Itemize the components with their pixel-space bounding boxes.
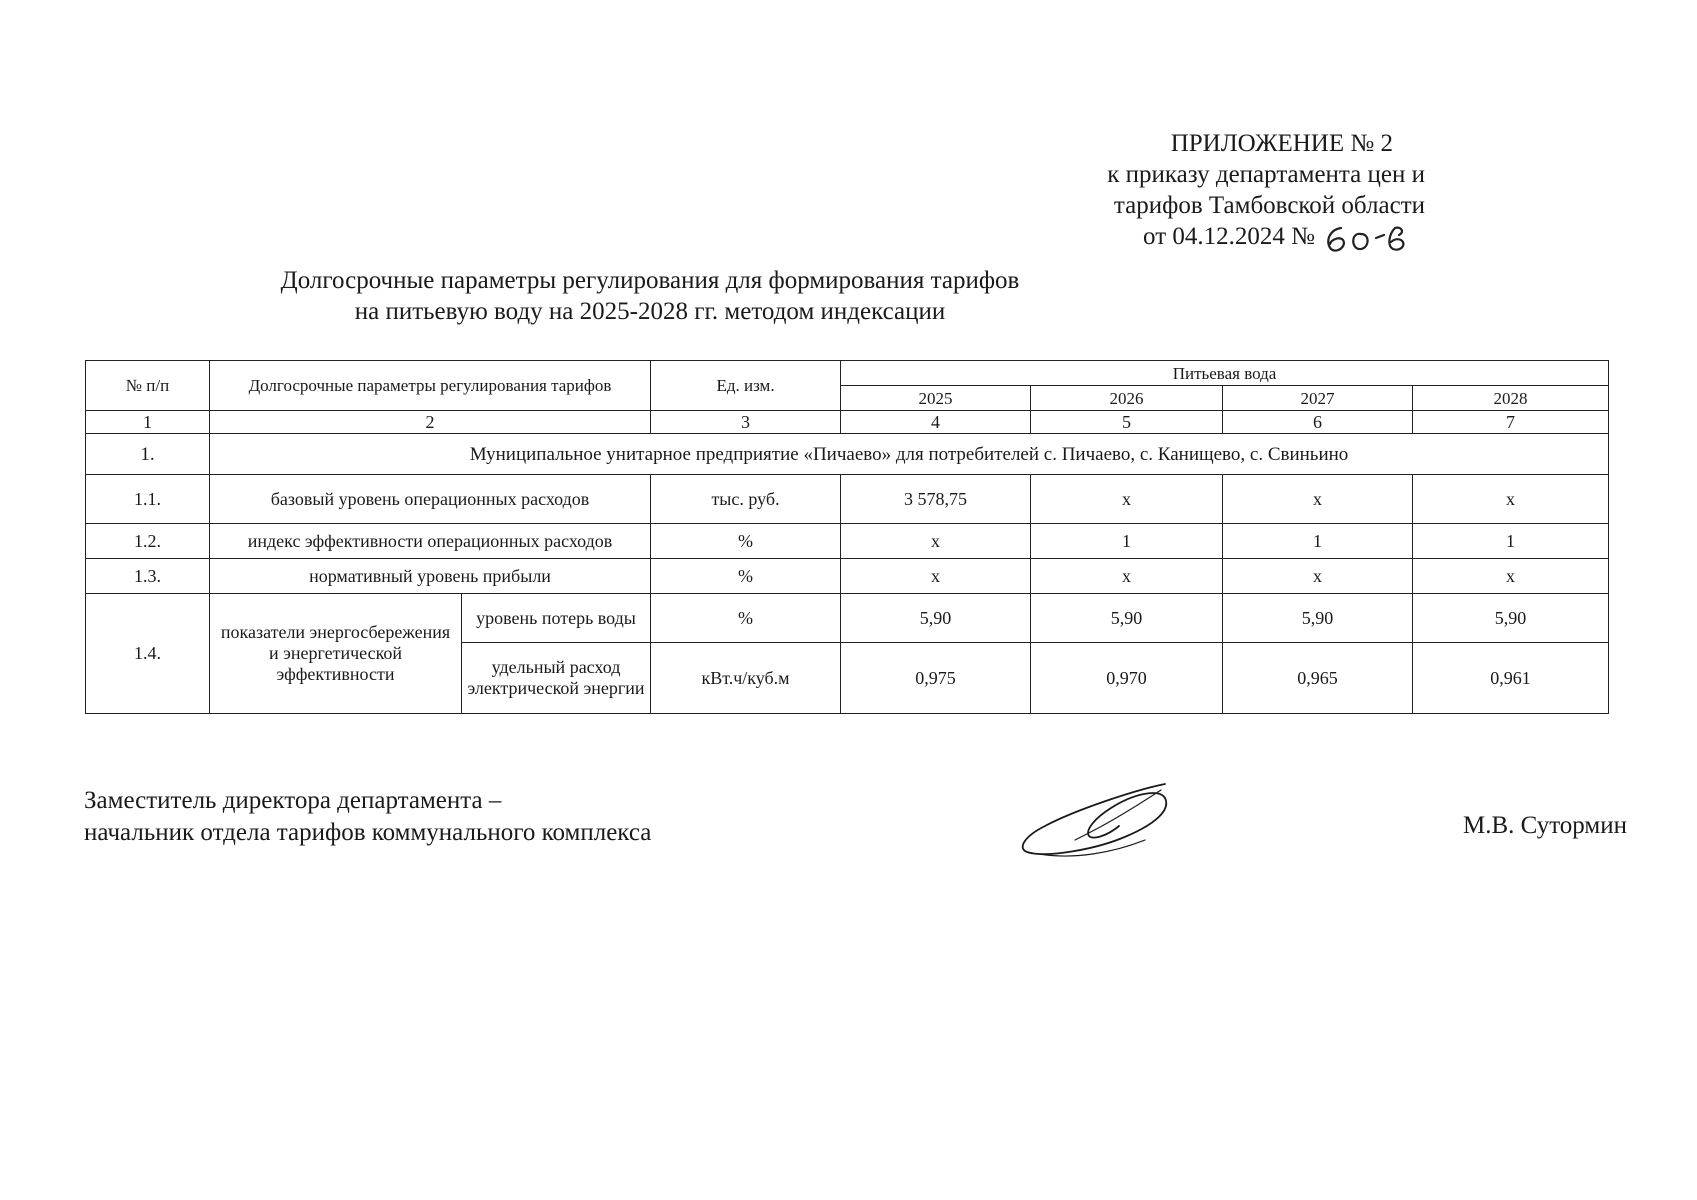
column-number: 7 xyxy=(1413,411,1609,434)
row-value: 0,970 xyxy=(1031,643,1223,714)
table-row xyxy=(86,524,1609,559)
row-num: 1. xyxy=(86,434,210,475)
row-unit: кВт.ч/куб.м xyxy=(651,643,841,714)
row-unit: % xyxy=(651,594,841,643)
column-number: 3 xyxy=(651,411,841,434)
row-value: 5,90 xyxy=(841,594,1031,643)
appendix-line: к приказу департамента цен и xyxy=(1107,161,1425,188)
column-number: 5 xyxy=(1031,411,1223,434)
row-value: x xyxy=(1223,559,1413,594)
header-param: Долгосрочные параметры регулирования тарифов xyxy=(210,361,651,411)
header-year: 2027 xyxy=(1223,386,1413,411)
row-unit: тыс. руб. xyxy=(651,475,841,524)
header-num: № п/п xyxy=(86,361,210,411)
row-param: базовый уровень операционных расходов xyxy=(210,475,651,524)
row-value: 0,961 xyxy=(1413,643,1609,714)
row-value: x xyxy=(841,559,1031,594)
row-value: 5,90 xyxy=(1031,594,1223,643)
row-value: x xyxy=(1031,559,1223,594)
row-param: индекс эффективности операционных расходов xyxy=(210,524,651,559)
column-numbers-row xyxy=(86,411,1609,434)
organization-name: Муниципальное унитарное предприятие «Пичаево» для потребителей с. Пичаево, с. Канищево, с. Свиньино xyxy=(210,434,1609,475)
appendix-title: ПРИЛОЖЕНИЕ № 2 xyxy=(1170,130,1393,157)
header-year: 2025 xyxy=(841,386,1031,411)
row-value: 5,90 xyxy=(1413,594,1609,643)
row-value: 1 xyxy=(1031,524,1223,559)
row-value: x xyxy=(841,524,1031,559)
parameters-table xyxy=(85,360,1609,714)
row-num: 1.2. xyxy=(86,524,210,559)
row-value: x xyxy=(1223,475,1413,524)
handwritten-signature xyxy=(1015,780,1175,860)
title-line: Долгосрочные параметры регулирования для формирования тарифов xyxy=(280,267,1020,294)
row-group-param: показатели энергосбережения и энергетической эффективности xyxy=(210,594,462,714)
table-row xyxy=(86,559,1609,594)
organization-row xyxy=(86,434,1609,475)
row-value: 0,965 xyxy=(1223,643,1413,714)
row-unit: % xyxy=(651,524,841,559)
appendix-order-date xyxy=(1107,221,1425,252)
column-number: 2 xyxy=(210,411,651,434)
row-sub-param: удельный расход электрической энергии xyxy=(462,643,651,714)
signer-name: М.В. Сутормин xyxy=(1462,812,1627,839)
document-title xyxy=(0,265,1300,327)
title-line: на питьевую воду на 2025-2028 гг. методом индексации xyxy=(354,298,946,325)
row-num: 1.4. xyxy=(86,594,210,714)
row-value: x xyxy=(1031,475,1223,524)
row-param: нормативный уровень прибыли xyxy=(210,559,651,594)
row-num: 1.1. xyxy=(86,475,210,524)
row-num: 1.3. xyxy=(86,559,210,594)
signer-position-line: начальник отдела тарифов коммунального комплекса xyxy=(84,819,652,846)
column-number: 6 xyxy=(1223,411,1413,434)
table-row xyxy=(86,594,1609,643)
signer-position xyxy=(84,785,651,849)
row-value: x xyxy=(1413,475,1609,524)
header-group: Питьевая вода xyxy=(841,361,1609,386)
column-number: 4 xyxy=(841,411,1031,434)
row-value: 0,975 xyxy=(841,643,1031,714)
signer-position-line: Заместитель директора департамента – xyxy=(84,787,502,814)
row-sub-param: уровень потерь воды xyxy=(462,594,651,643)
row-value: 5,90 xyxy=(1223,594,1413,643)
header-unit: Ед. изм. xyxy=(651,361,841,411)
header-year: 2026 xyxy=(1031,386,1223,411)
row-unit: % xyxy=(651,559,841,594)
header-year: 2028 xyxy=(1413,386,1609,411)
row-value: 1 xyxy=(1223,524,1413,559)
appendix-header xyxy=(1107,128,1425,252)
row-value: 3 578,75 xyxy=(841,475,1031,524)
handwritten-order-number-drawing xyxy=(1321,222,1421,256)
table-row xyxy=(86,475,1609,524)
table-header-row xyxy=(86,361,1609,386)
column-number: 1 xyxy=(86,411,210,434)
appendix-line: тарифов Тамбовской области xyxy=(1113,192,1425,219)
row-value: 1 xyxy=(1413,524,1609,559)
order-date-label: от 04.12.2024 № xyxy=(1143,223,1315,250)
row-value: x xyxy=(1413,559,1609,594)
